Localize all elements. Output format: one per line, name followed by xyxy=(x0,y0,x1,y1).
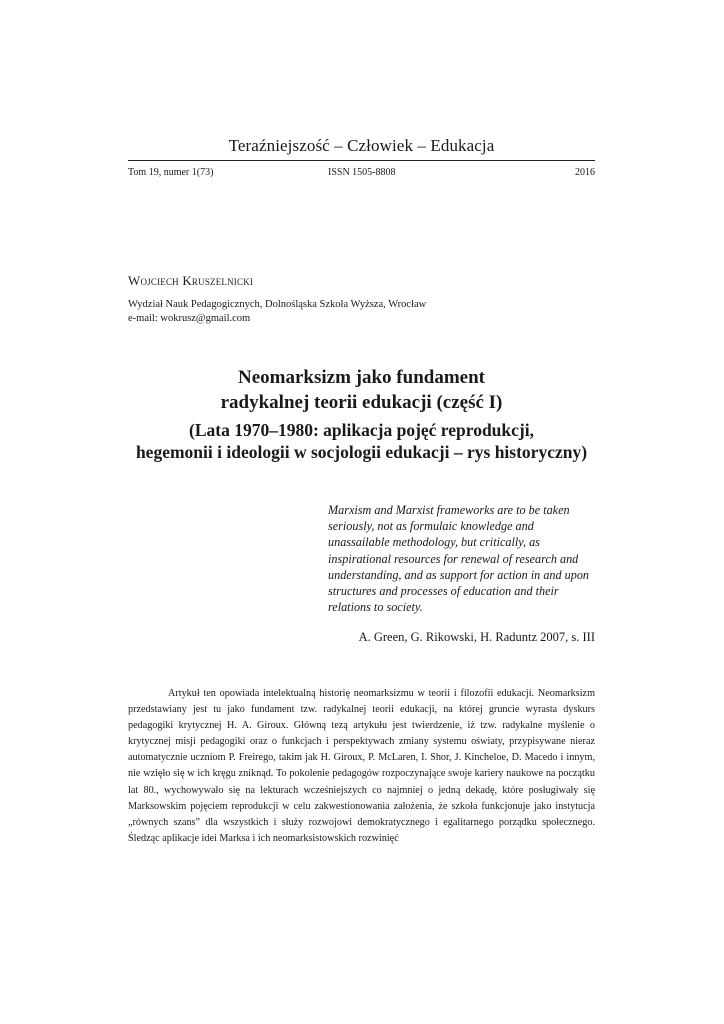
volume-info: Tom 19, numer 1(73) xyxy=(128,167,214,178)
issn: ISSN 1505-8808 xyxy=(328,167,396,178)
epigraph-quote: Marxism and Marxist frameworks are to be taken seriously, not as formulaic knowledge and unassailable methodology, but critically, as inspirational resources for renewal of research and understanding, and as support for action in and upon structures and processes of education and their relations to society. xyxy=(328,503,590,615)
article-title-block xyxy=(128,365,595,463)
article-title xyxy=(128,365,595,415)
subtitle-line-2: hegemonii i ideologii w socjologii edukacji – rys historyczny) xyxy=(135,442,588,462)
author-affiliation: Wydział Nauk Pedagogicznych, Dolnośląska Szkoła Wyższa, Wrocław xyxy=(128,299,427,310)
author-name: Wojciech Kruszelnicki xyxy=(128,273,254,288)
abstract-paragraph: Artykuł ten opowiada intelektualną historię neomarksizmu w teorii i filozofii edukacji. Neomarksizm przedstawiany jest tu jako fundament tzw. radykalnej teorii edukacji, na której gruncie wyrasta dyskurs pedagogiki krytycznej H. A. Giroux. Główną tezą artykułu jest twierdzenie, iż tzw. radykalne myślenie o krytycznej misji pedagogiki oraz o funkcjach i perspektywach zmiany systemu oświaty, przypisywane nieraz automatycznie uczniom P. Freirego, takim jak H. Giroux, P. McLaren, I. Shor, J. Kincheloe, D. Macedo i innym, nie wzięło się w ich kręgu zniknąd. To pokolenie pedagogów rozpoczynające swoje kariery naukowe na początku lat 80., wychowywało się na lekturach wcześniejszych co najmniej o jedną dekadę, które posługiwały się Marksowskim pojęciem reprodukcji w celu zakwestionowania założenia, że szkoła funkcjonuje jako instytucja „równych szans” dla wszystkich i służy rozwojowi demokratycznego i egalitarnego porządku społecznego. Śledząc aplikacje idei Marksa i ich neomarksistowskich rozwinięć xyxy=(128,688,595,844)
author-affiliation-block xyxy=(128,298,426,326)
header-rule xyxy=(128,160,595,161)
journal-title: Teraźniejszość – Człowiek – Edukacja xyxy=(228,136,495,155)
title-line-1: Neomarksizm jako fundament xyxy=(238,367,485,388)
journal-meta xyxy=(128,167,595,181)
title-line-2: radykalnej teorii edukacji (część I) xyxy=(220,392,503,413)
year: 2016 xyxy=(575,167,595,178)
article-subtitle xyxy=(128,419,595,463)
author-email: e-mail: wokrusz@gmail.com xyxy=(128,313,251,324)
epigraph-source: A. Green, G. Rikowski, H. Raduntz 2007, s. III xyxy=(358,630,595,644)
subtitle-line-1: (Lata 1970–1980: aplikacja pojęć reprodukcji, xyxy=(189,420,534,440)
